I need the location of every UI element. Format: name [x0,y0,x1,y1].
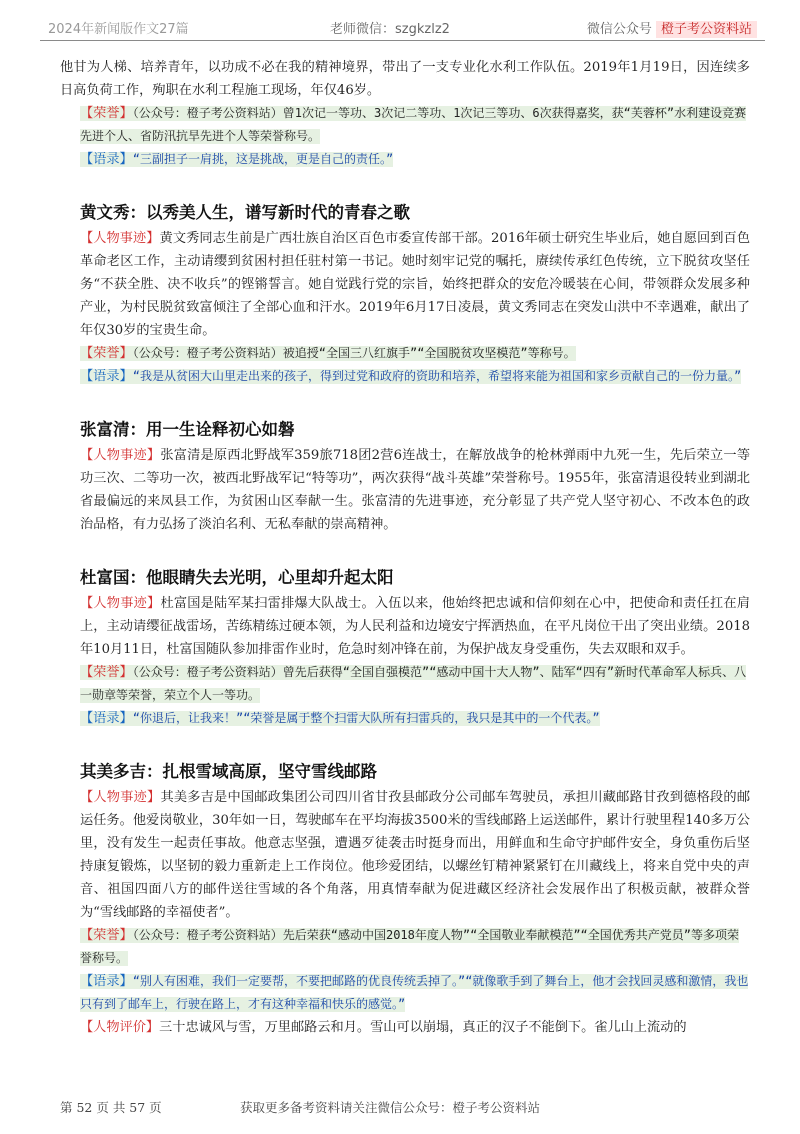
story-tag: 【人物事迹】 [80,790,161,805]
story-paragraph [60,786,750,924]
honor-text: （公众号：橙子考公资料站）先后荣获“感动中国2018年度人物”“全国敬业奉献模范”“全国优秀共产党员”等多项荣誉称号。 [80,928,740,965]
section-title: 黄文秀：以秀美人生，谱写新时代的青春之歌 [80,203,410,222]
doc-title: 2024年新闻版作文27篇 [48,22,189,37]
quote-tag: 【语录】 [80,711,133,726]
footer-ad: 获取更多备考资料请关注微信公众号：橙子考公资料站 [240,1100,541,1115]
honor-tag: 【荣誉】 [80,346,133,361]
honor-text: （公众号：橙子考公资料站）曾先后获得“全国自强模范”“感动中国十大人物”、陆军“四有”新时代革命军人标兵、八一勋章等荣誉，荣立个人一等功。 [80,665,747,702]
section-title: 杜富国：他眼睛失去光明，心里却升起太阳 [80,568,394,587]
quote-line [60,365,750,388]
story-text: 其美多吉是中国邮政集团公司四川省甘孜县邮政分公司邮车驾驶员，承担川藏邮路甘孜到德格段的邮运任务。他爱岗敬业，30年如一日，驾驶邮车在平均海拔3500米的雪线邮路上运送邮件，累计行驶里程140多万公里，没有发生一起责任事故。他意志坚强，遭遇歹徒袭击时挺身而出，用鲜血和生命守护邮件安全，身负重伤后坚持康复锻炼，以坚韧的毅力重新走上工作岗位。他珍爱团结，以螺丝钉精神紧紧钉在川藏线上，将来自党中央的声音、祖国四面八方的邮件送往雪域的各个角落，用真情奉献为促进藏区经济社会发展作出了积极贡献，被群众誉为“雪线邮路的幸福使者”。 [80,790,751,920]
story-text: 杜富国是陆军某扫雷排爆大队战士。入伍以来，他始终把忠诚和信仰刻在心中，把使命和责任扛在肩上，主动请缨征战雷场，苦练精练过硬本领，为人民利益和边境安宁挥洒热血，在平凡岗位干出了突出业绩。2018年10月11日，杜富国随队参加排雷作业时，危急时刻冲锋在前，为保护战友身受重伤，失去双眼和双手。 [80,596,751,657]
evaluation-tag: 【人物评价】 [80,1020,160,1035]
story-paragraph [60,227,750,342]
story-tag: 【人物事迹】 [80,231,160,246]
quote-line [60,148,750,171]
story-tag: 【人物事迹】 [80,448,161,463]
quote-tag: 【语录】 [80,369,133,384]
brand-name: 橙子考公资料站 [656,21,757,38]
section-title: 张富清：用一生诠释初心如磐 [80,420,295,439]
honor-line [60,342,750,365]
evaluation-text: 三十忠诚风与雪，万里邮路云和月。雪山可以崩塌，真正的汉子不能倒下。雀儿山上流动的 [159,1020,687,1035]
story-tag: 【人物事迹】 [80,596,161,611]
honor-line [60,661,750,707]
quote-text: “你退后，让我来！”“荣誉是属于整个扫雷大队所有扫雷兵的，我只是其中的一个代表。” [132,711,600,725]
quote-tag: 【语录】 [80,152,133,167]
evaluation-paragraph [60,1016,750,1039]
story-text: 张富清是原西北野战军359旅718团2营6连战士，在解放战争的枪林弹雨中九死一生，先后荣立一等功三次、二等功一次，被西北野战军记“特等功”，两次获得“战斗英雄”荣誉称号。1955年，张富清退役转业到湖北省最偏远的来凤县工作，为贫困山区奉献一生。张富清的先进事迹，充分彰显了共产党人坚守初心、不改本色的政治品格，有力弘扬了淡泊名利、无私奉献的崇高精神。 [80,448,751,532]
story-paragraph [60,444,750,536]
page-content [60,56,750,1039]
honor-text: （公众号：橙子考公资料站）被追授“全国三八红旗手”“全国脱贫攻坚模范”等称号。 [132,346,576,360]
section-title: 其美多吉：扎根雪域高原，坚守雪线邮路 [80,762,377,781]
quote-text: “三副担子一肩挑，这是挑战，更是自己的责任。” [132,152,394,166]
story-continuation: 他甘为人梯、培养青年，以功成不必在我的精神境界，带出了一支专业化水利工作队伍。2019年1月19日，因连续多日高负荷工作，殉职在水利工程施工现场，年仅46岁。 [60,60,750,98]
honor-tag: 【荣誉】 [80,665,133,680]
honor-tag: 【荣誉】 [80,106,133,121]
wechat-account-label: 微信公众号 [586,22,652,37]
quote-line [60,970,750,1016]
quote-line [60,707,750,730]
honor-text: （公众号：橙子考公资料站）曾1次记一等功、3次记二等功、1次记三等功、6次获得嘉奖，获“芙蓉杯”水利建设竞赛先进个人、省防汛抗旱先进个人等荣誉称号。 [80,106,747,143]
story-text: 黄文秀同志生前是广西壮族自治区百色市委宣传部干部。2016年硕士研究生毕业后，她自愿回到百色革命老区工作，主动请缨到贫困村担任驻村第一书记。她时刻牢记党的嘱托，赓续传承红色传统，立下脱贫攻坚任务“不获全胜、决不收兵”的铿锵誓言。她自觉践行党的宗旨，始终把群众的安危冷暖装在心间，带领群众发展多种产业，为村民脱贫致富倾注了全部心血和汗水。2019年6月17日凌晨，黄文秀同志在突发山洪中不幸遇难，献出了年仅30岁的宝贵生命。 [80,231,751,338]
teacher-wechat: 老师微信：szgkzlz2 [330,22,450,37]
quote-text: “我是从贫困大山里走出来的孩子，得到过党和政府的资助和培养，希望将来能为祖国和家乡贡献自己的一份力量。” [132,369,742,383]
wechat-account [587,18,757,37]
honor-line [60,924,750,970]
story-paragraph [60,592,750,661]
page-number: 第 52 页 共 57 页 [60,1100,162,1115]
page-header [40,10,765,41]
quote-tag: 【语录】 [80,974,133,989]
honor-tag: 【荣誉】 [80,928,133,943]
quote-text: “别人有困难，我们一定要帮，不要把邮路的优良传统丢掉了。”“就像歌手到了舞台上，他才会找回灵感和激情，我也只有到了邮车上，行驶在路上，才有这种幸福和快乐的感觉。” [80,974,749,1011]
honor-line [60,102,750,148]
page-footer [60,1098,750,1118]
